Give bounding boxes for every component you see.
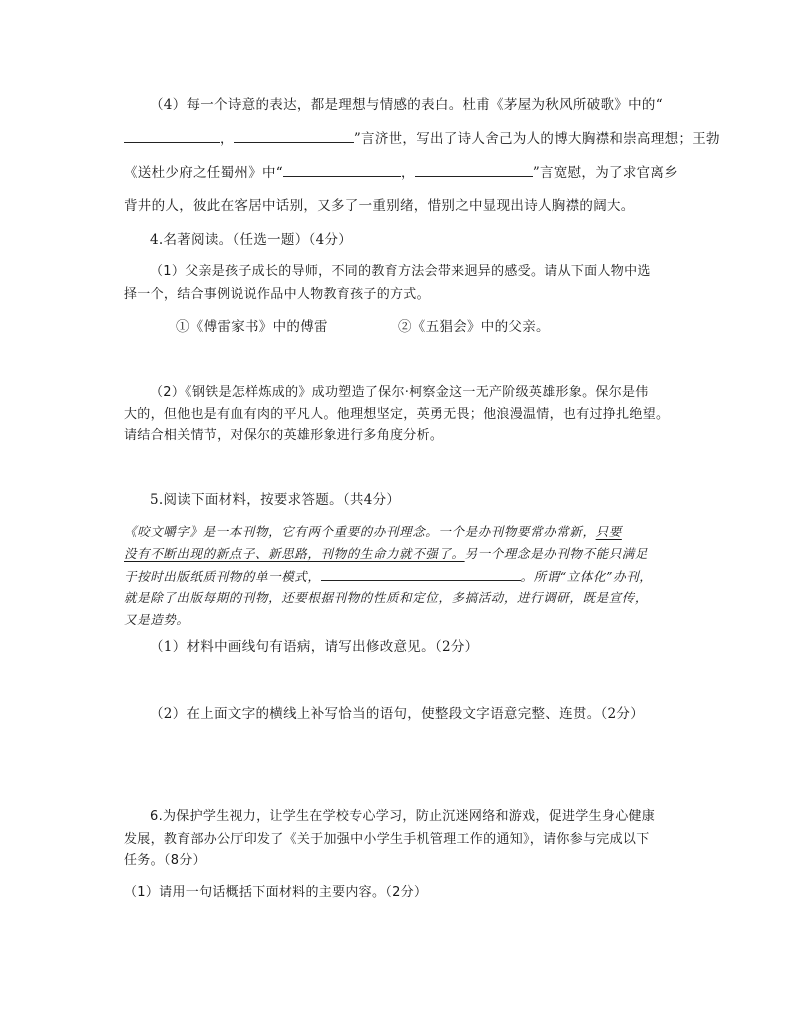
q4-heading: 4.名著阅读。（任选一题）（4分） <box>150 232 353 248</box>
q4-sub2-line-2: 大的，但他也是有血有肉的平凡人。他理想坚定，英勇无畏；他浪漫温情，也有过挣扎绝望。 <box>124 407 670 422</box>
material-line-5: 又是造势。 <box>124 612 190 627</box>
answer-blank[interactable] <box>321 567 521 581</box>
poem-comma: ， <box>220 131 234 147</box>
poem-line-3 <box>124 163 678 182</box>
underlined-sentence: 没有不断出现的新点子、新思路，刊物的生命力就不强了。 <box>124 546 465 561</box>
poem-line-3-rest: ”言宽慰，为了求官离乡 <box>532 165 679 181</box>
poem-line-2-text: ”言济世，写出了诗人舍己为人的博大胸襟和崇高理想；王勃 <box>353 131 720 147</box>
poem-line-4: 背井的人，彼此在客居中话别，又多了一重别绪，惜别之中显现出诗人胸襟的阔大。 <box>124 198 635 214</box>
q4-option-1: ①《傅雷家书》中的傅雷 <box>176 319 328 335</box>
q4-option-2: ②《五猖会》中的父亲。 <box>398 319 550 335</box>
poem-line-1: （4）每一个诗意的表达，都是理想与情感的表白。杜甫《茅屋为秋风所破歌》中的“ <box>150 97 663 113</box>
q4-sub2-line-3: 请结合相关情节，对保尔的英雄形象进行多角度分析。 <box>124 428 444 443</box>
q4-sub1-line-2: 择一个，结合事例说说作品中人物教育孩子的方式。 <box>124 287 430 302</box>
material-line-4: 就是除了出版每期的刊物，还要根据刊物的性质和定位，多搞活动，进行调研，既是宣传， <box>124 590 649 605</box>
material-line-3 <box>124 567 652 586</box>
poem-line-3-text: 《送杜少府之任蜀州》中“ <box>124 165 284 181</box>
material-text: 《咬文嚼字》是一本刊物，它有两个重要的办刊理念。一个是办刊物要常办常新， <box>124 524 596 539</box>
poem-comma: ， <box>401 165 415 181</box>
answer-blank[interactable] <box>124 129 220 143</box>
material-text: 另一个理念是办刊物不能只满足 <box>464 546 649 561</box>
material-line-2 <box>124 545 648 563</box>
q6-line-3: 任务。（8分） <box>124 853 206 868</box>
material-line-1 <box>124 523 622 541</box>
material-text: 。所谓“立体化”办刊， <box>520 569 653 584</box>
q4-sub2-line-1: （2）《钢铁是怎样炼成的》成功塑造了保尔·柯察金这一无产阶级英雄形象。保尔是伟 <box>150 385 649 400</box>
q6-line-2: 发展，教育部办公厅印发了《关于加强中小学生手机管理工作的通知》，请你参与完成以下 <box>124 832 650 847</box>
q4-sub1-line-1: （1）父亲是孩子成长的导师，不同的教育方法会带来迥异的感受。请从下面人物中选 <box>150 264 651 279</box>
underlined-sentence: 只要 <box>595 524 622 539</box>
q6-line-1: 6.为保护学生视力，让学生在学校专心学习，防止沉迷网络和游戏，促进学生身心健康 <box>150 809 656 824</box>
poem-line-2 <box>124 129 720 148</box>
answer-blank[interactable] <box>415 163 533 177</box>
q5-sub2: （2）在上面文字的横线上补写恰当的语句，使整段文字语意完整、连贯。（2分） <box>150 706 645 722</box>
q5-sub1: （1）材料中画线句有语病，请写出修改意见。（2分） <box>150 639 479 655</box>
answer-blank[interactable] <box>283 163 401 177</box>
q6-sub1: （1）请用一句话概括下面材料的主要内容。（2分） <box>124 885 428 900</box>
material-text: 于按时出版纸质刊物的单一模式， <box>124 569 321 584</box>
q5-heading: 5.阅读下面材料，按要求答题。（共4分） <box>150 492 401 508</box>
answer-blank[interactable] <box>234 129 354 143</box>
